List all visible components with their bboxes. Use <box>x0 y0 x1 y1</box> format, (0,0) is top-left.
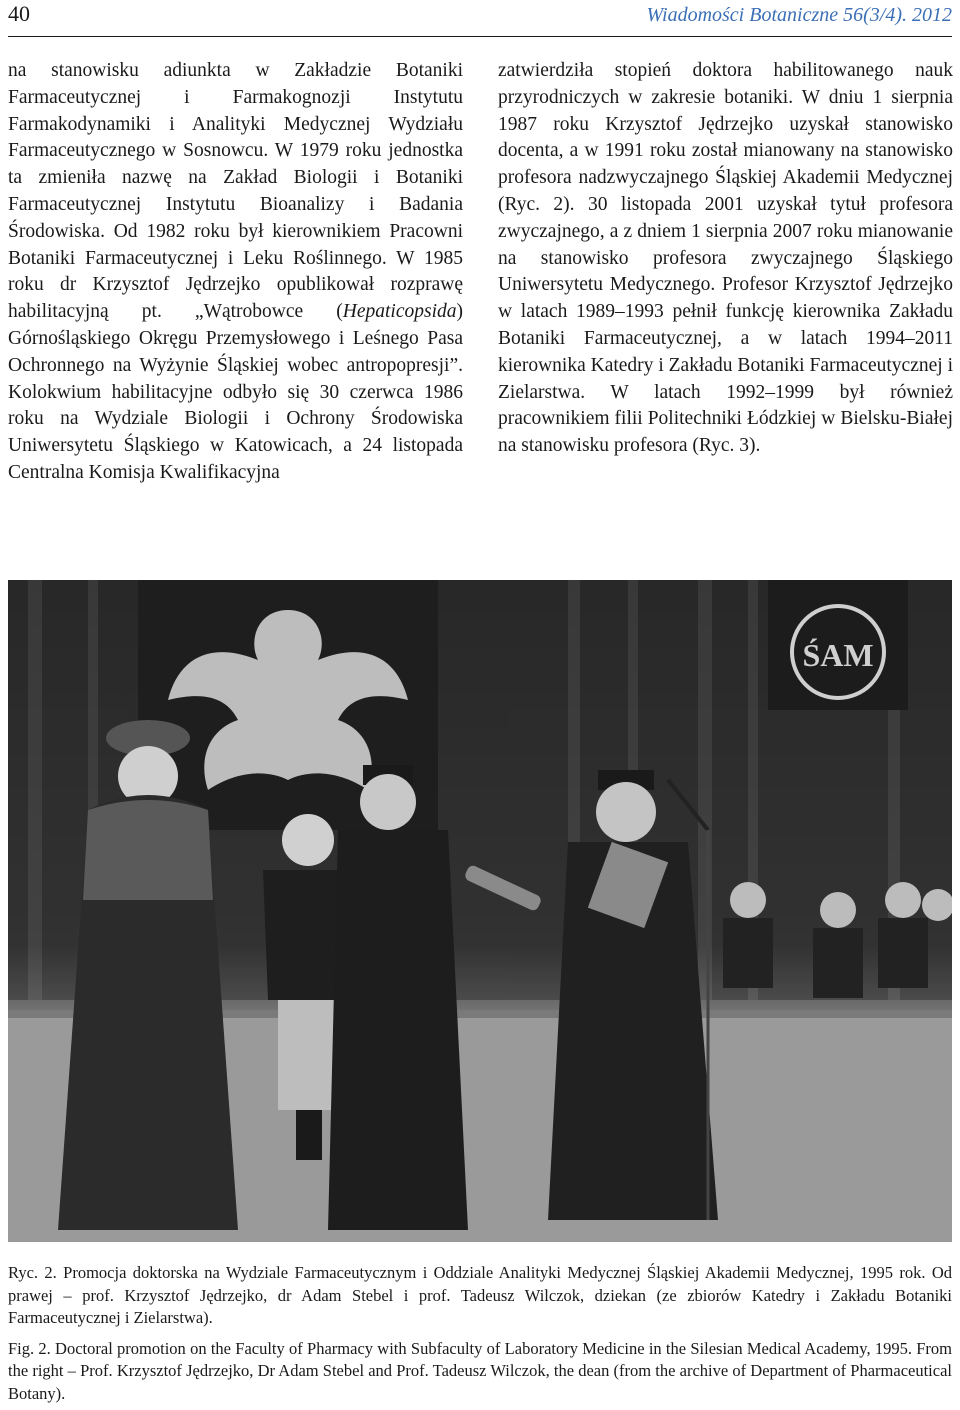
right-text-column <box>498 58 953 460</box>
journal-reference: Wiadomości Botaniczne 56(3/4). 2012 <box>646 4 952 26</box>
seated-audience <box>723 882 952 998</box>
caption-polish: Ryc. 2. Promocja doktorska na Wydziale Farmaceutycznym i Oddziale Analityki Medycznej Śląskiej Akademii Medycznej, 1995 rok. Od prawej – prof. Krzysztof Jędrzejko, dr Adam Stebel i prof. Tadeusz Wilczok, dziekan (ze zbiorów Katedry i Zakładu Botaniki Farmaceutycznej i Zielarstwa). <box>8 1263 952 1327</box>
figure-graduate <box>328 765 468 1230</box>
ceremony-photo <box>8 580 952 1242</box>
left-text-part-2: ) Górnośląskiego Okręgu Przemysłowego i Leśnego Pasa Ochronnego na Wyżynie Śląskiej wobec antropopresji”. Kolokwium habilitacyjne odbyło się 30 czerwca 1986 roku na Wydziale Biologii i Ochrony Środowiska Uniwersytetu Śląskiego w Katowicach, a 24 listopada Centralna Komisja Kwalifikacyjna <box>8 301 463 483</box>
photo-illustration <box>8 580 952 1242</box>
left-text-column <box>8 58 463 487</box>
left-text-part-1: na stanowisku adiunkta w Zakładzie Botaniki Farmaceutycznej i Farmakognozji Instytutu Farmakodynamiki i Analityki Medycznej Wydziału Farmaceutycznego w Sosnowcu. W 1979 roku jednostka ta zmieniła nazwę na Zakład Biologii i Botaniki Farmaceutycznej Instytutu Bioanalizy i Badania Środowiska. Od 1982 roku był kierownikiem Pracowni Botaniki Farmaceutycznej i Leku Roślinnego. W 1985 roku dr Krzysztof Jędrzejko opublikował rozprawę habilitacyjną pt. „Wątrobowce ( <box>8 60 463 323</box>
figure-captions <box>8 1262 952 1405</box>
logo-text: ŚAM <box>802 637 874 673</box>
running-header <box>8 0 952 37</box>
right-paragraph: zatwierdziła stopień doktora habilitowanego nauk przyrodniczych w zakresie botaniki. W dniu 1 sierpnia 1987 roku Krzysztof Jędrzejko uzyskał stanowisko docenta, a w 1991 roku został mianowany na stanowisko profesora nadzwyczajnego Śląskiej Akademii Medycznej (Ryc. 2). 30 listopada 2001 uzyskał tytuł profesora zwyczajnego, a z dniem 1 sierpnia 2007 roku mianowanie na stanowisko profesora zwyczajnego Śląskiego Uniwersytetu Medycznego. Profesor Krzysztof Jędrzejko w latach 1989–1993 pełnił funkcję kierownika Zakładu Botaniki Farmaceutycznej, a w latach 1994–2011 kierownika Katedry i Zakładu Botaniki Farmaceutycznej i Zielarstwa. W latach 1992–1999 był również pracownikiem filii Politechniki Łódzkiej w Bielsku-Białej na stanowisku profesora (Ryc. 3). <box>498 60 953 457</box>
caption-english: Fig. 2. Doctoral promotion on the Faculty of Pharmacy with Subfaculty of Laboratory Medicine in the Silesian Medical Academy, 1995. From the right – Prof. Krzysztof Jędrzejko, Dr Adam Stebel and Prof. Tadeusz Wilczok, the dean (from the archive of Department of Pharmaceutical Botany). <box>8 1338 952 1403</box>
page-number: 40 <box>8 1 30 26</box>
academy-logo-banner <box>768 580 908 710</box>
latin-name: Hepaticopsida <box>342 301 457 323</box>
left-paragraph <box>8 58 463 487</box>
